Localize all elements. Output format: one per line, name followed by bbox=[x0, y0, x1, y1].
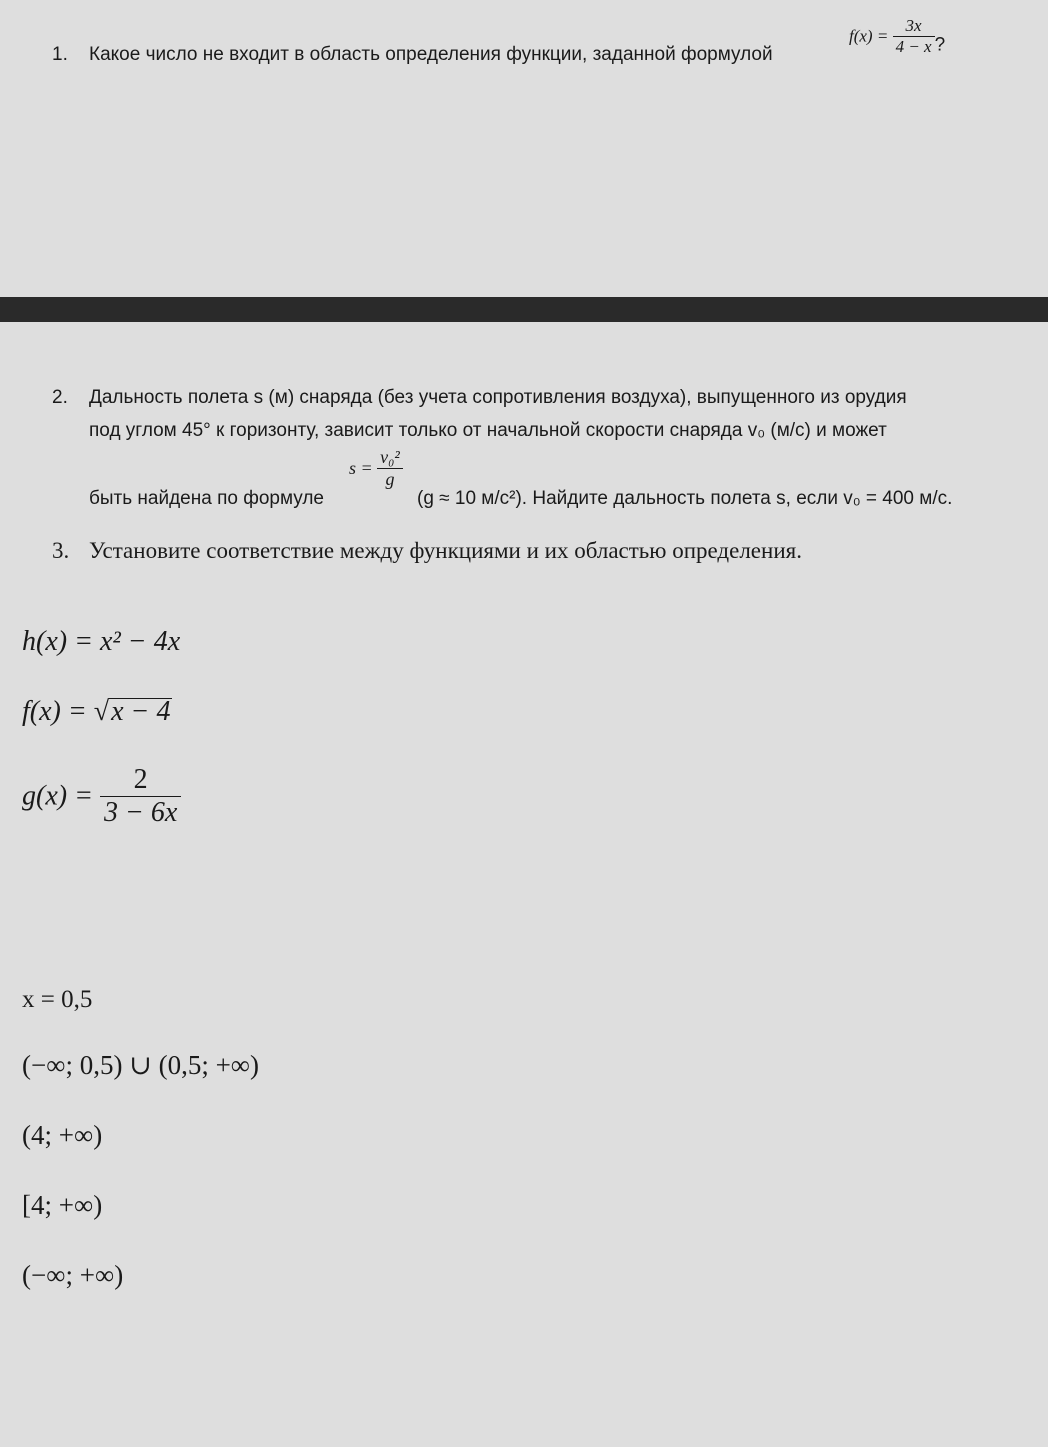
q1-formula-lhs: f(x) = bbox=[849, 26, 889, 46]
domain-4: [4; +∞) bbox=[22, 1190, 103, 1220]
domain-5: (−∞; +∞) bbox=[22, 1260, 124, 1290]
q2-line2: под углом 45° к горизонту, зависит только от начальной скорости снаряда v₀ (м/с) и может bbox=[89, 420, 887, 441]
function-g-fraction bbox=[100, 764, 181, 829]
function-g-num: 2 bbox=[133, 764, 148, 795]
q3-text: Установите соответствие между функциями и их областью определения. bbox=[89, 538, 802, 563]
q1-fraction-num: 3x bbox=[905, 16, 922, 35]
function-g bbox=[22, 764, 181, 829]
q2-fraction-den: g bbox=[377, 468, 403, 490]
q2-line3-start: быть найдена по формуле bbox=[89, 488, 324, 509]
q1-question-mark: ? bbox=[934, 34, 946, 56]
q2-number: 2. bbox=[52, 387, 68, 408]
sqrt-icon: √ bbox=[93, 696, 110, 727]
q2-formula-lhs: s = bbox=[349, 458, 373, 478]
q2-fraction-num: v₀² bbox=[380, 447, 400, 467]
separator-band bbox=[0, 297, 1048, 322]
q1-number: 1. bbox=[52, 44, 68, 65]
function-f-radicand: x − 4 bbox=[111, 696, 171, 727]
q1-text: Какое число не входит в область определения функции, заданной формулой bbox=[89, 44, 773, 65]
q2-fraction bbox=[377, 447, 403, 490]
q2-line1: Дальность полета s (м) снаряда (без учета сопротивления воздуха), выпущенного из орудия bbox=[89, 387, 907, 408]
q1-formula bbox=[849, 16, 945, 57]
function-h: h(x) = x² − 4x bbox=[22, 626, 181, 657]
function-g-den: 3 − 6x bbox=[100, 796, 181, 829]
domain-2: (−∞; 0,5) ∪ (0,5; +∞) bbox=[22, 1050, 260, 1080]
q2-line3-end: (g ≈ 10 м/с²). Найдите дальность полета s, если v₀ = 400 м/с. bbox=[417, 488, 953, 509]
function-g-lhs: g(x) = bbox=[22, 780, 93, 812]
q1-fraction bbox=[893, 16, 935, 57]
domain-3: (4; +∞) bbox=[22, 1120, 103, 1150]
q2-formula bbox=[349, 447, 403, 490]
function-f bbox=[22, 696, 172, 728]
q3-number: 3. bbox=[52, 538, 70, 563]
domain-1: x = 0,5 bbox=[22, 986, 93, 1013]
q1-fraction-den: 4 − x bbox=[893, 36, 935, 57]
function-f-lhs: f(x) = bbox=[22, 696, 87, 727]
